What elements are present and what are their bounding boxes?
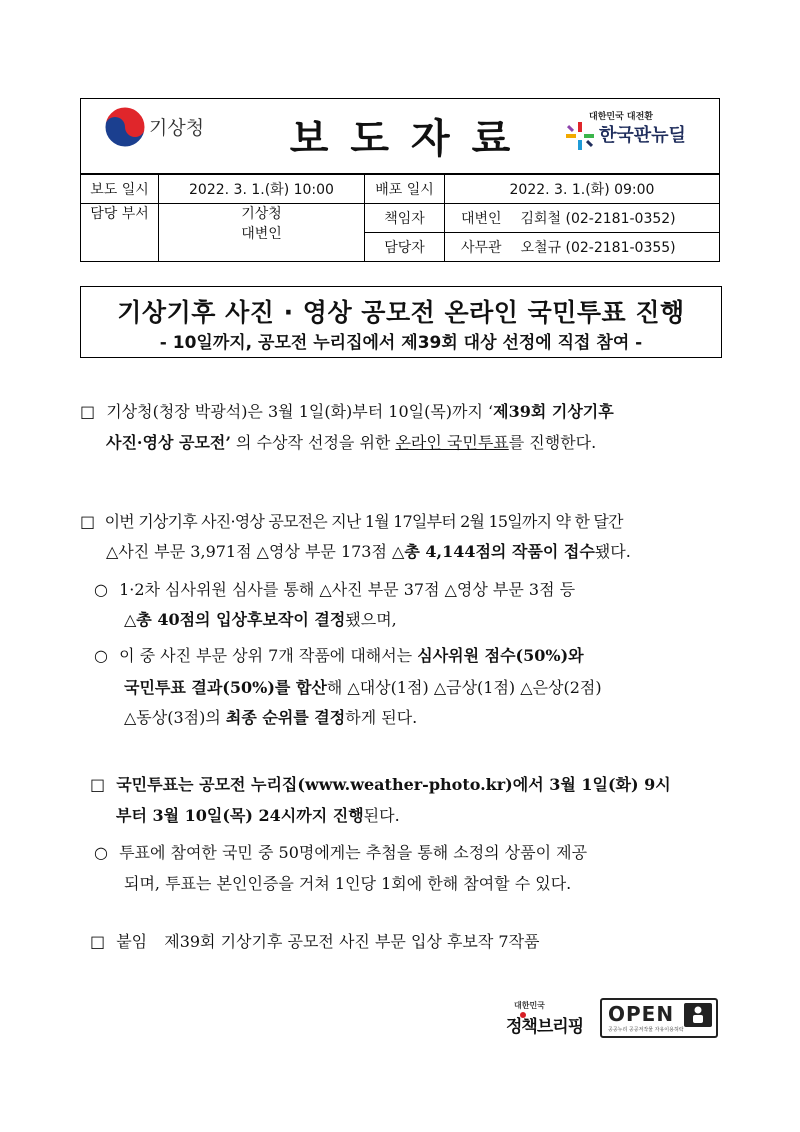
paragraph-4-line-2 (124, 678, 602, 698)
release-value: 2022. 3. 1.(화) 10:00 (159, 175, 365, 204)
text: △동상(3점)의 (124, 708, 226, 727)
table-row (81, 175, 720, 204)
square-bullet-icon: □ (80, 402, 96, 421)
text: △사진 부문 3,971점 △영상 부문 173점 △ (106, 542, 405, 561)
text: 의 수상작 선정을 위한 (230, 433, 396, 452)
text: 심사위원 점수(50%)와 (417, 646, 584, 665)
text: △총 40점의 입상후보작이 결정 (124, 610, 346, 629)
headline-subtitle: - 10일까지, 공모전 누리집에서 제39회 대상 선정에 직접 참여 - (159, 333, 643, 353)
text: 투표에 참여한 국민 중 50명에게는 추첨을 통해 소정의 상품이 제공 (119, 843, 588, 862)
open-logo-text: OPEN (608, 1002, 675, 1026)
staff-role: 사무관 (445, 233, 515, 262)
text: 이번 기상기후 사진·영상 공모전은 지난 1월 17일부터 2월 15일까지 약 한 달간 (104, 512, 623, 531)
open-logo-subtext: 공공누리 공공저작물 자유이용허락 (608, 1027, 684, 1033)
resp-contact: 김회철 (02-2181-0352) (515, 204, 720, 233)
ministry-name: 기상청 (149, 117, 205, 139)
press-header (80, 98, 720, 174)
page-title: 보도자료 (289, 116, 533, 162)
release-label: 보도 일시 (81, 175, 159, 204)
text: 부터 3월 10일(목) 24시까지 진행 (116, 806, 364, 825)
text: 온라인 국민투표 (395, 433, 509, 452)
circle-bullet-icon: ○ (94, 646, 108, 665)
headline-box (80, 286, 722, 358)
gov-slogan: 대한민국 대전환 (589, 112, 653, 122)
paragraph-2-line-1 (80, 512, 623, 532)
resp-label: 책임자 (365, 204, 445, 233)
paragraph-5-line-1 (90, 775, 671, 795)
staff-label: 담당자 (365, 233, 445, 262)
text: 사진·영상 공모전’ (106, 433, 231, 452)
paragraph-1-line-2 (106, 433, 596, 453)
attachment-label: 붙임 (116, 932, 148, 951)
person-icon (684, 1003, 712, 1027)
new-deal-logo-icon (565, 121, 595, 151)
briefing-logo: 정책브리핑 (506, 1017, 584, 1037)
text: 총 4,144점의 작품이 접수 (404, 542, 595, 561)
text: 됐으며, (345, 610, 397, 629)
text: 국민투표 결과(50%)를 합산 (124, 678, 327, 697)
briefing-logo-caption: 대한민국 (514, 1001, 545, 1010)
kogl-open-license-logo (600, 998, 718, 1038)
table-row (81, 204, 720, 233)
text: 제39회 기상기후 (493, 402, 614, 421)
paragraph-3-line-1 (94, 580, 575, 600)
attachment-text: 제39회 기상기후 공모전 사진 부문 입상 후보작 7작품 (164, 932, 540, 951)
dept-line-2: 대변인 (241, 226, 282, 242)
text: 1·2차 심사위원 심사를 통해 △사진 부문 37점 △영상 부문 3점 등 (119, 580, 576, 599)
paragraph-5-line-2 (116, 806, 400, 826)
press-info-table (80, 174, 720, 262)
paragraph-3-line-2 (124, 610, 397, 630)
text: 를 진행한다. (508, 433, 597, 452)
paragraph-4-line-1 (94, 646, 584, 666)
dist-label: 배포 일시 (365, 175, 445, 204)
paragraph-1-line-1 (80, 402, 614, 422)
text: 하게 된다. (345, 708, 418, 727)
paragraph-6-line-2 (124, 874, 571, 894)
staff-contact: 오철규 (02-2181-0355) (515, 233, 720, 262)
dept-value (159, 204, 365, 262)
square-bullet-icon: □ (80, 512, 95, 531)
text: 국민투표는 공모전 누리집(www.weather-photo.kr)에서 3월 1일(화) 9시 (116, 775, 671, 794)
dept-line-1: 기상청 (241, 206, 282, 222)
paragraph-4-line-3 (124, 708, 417, 728)
circle-bullet-icon: ○ (94, 580, 108, 599)
text: 최종 순위를 결정 (225, 708, 346, 727)
dept-label: 담당 부서 (81, 204, 159, 262)
text: 된다. (363, 806, 400, 825)
square-bullet-icon: □ (90, 775, 106, 794)
text: 이 중 사진 부문 상위 7개 작품에 대해서는 (119, 646, 418, 665)
attachment-line (90, 932, 540, 952)
paragraph-2-line-2 (106, 542, 631, 562)
paragraph-6-line-1 (94, 843, 587, 863)
circle-bullet-icon: ○ (94, 843, 108, 862)
text: 됐다. (594, 542, 631, 561)
gov-program-name: 한국판뉴딜 (599, 125, 686, 146)
attribution-badge-icon (684, 1003, 712, 1027)
dist-value: 2022. 3. 1.(화) 09:00 (445, 175, 720, 204)
square-bullet-icon: □ (90, 932, 106, 951)
headline-title: 기상기후 사진 · 영상 공모전 온라인 국민투표 진행 (117, 298, 685, 327)
text: 기상청(청장 박광석)은 3월 1일(화)부터 10일(목)까지 ‘ (106, 402, 494, 421)
text: 해 △대상(1점) △금상(1점) △은상(2점) (326, 678, 602, 697)
resp-role: 대변인 (445, 204, 515, 233)
text: 되며, 투표는 본인인증을 거쳐 1인당 1회에 한해 참여할 수 있다. (124, 874, 572, 893)
